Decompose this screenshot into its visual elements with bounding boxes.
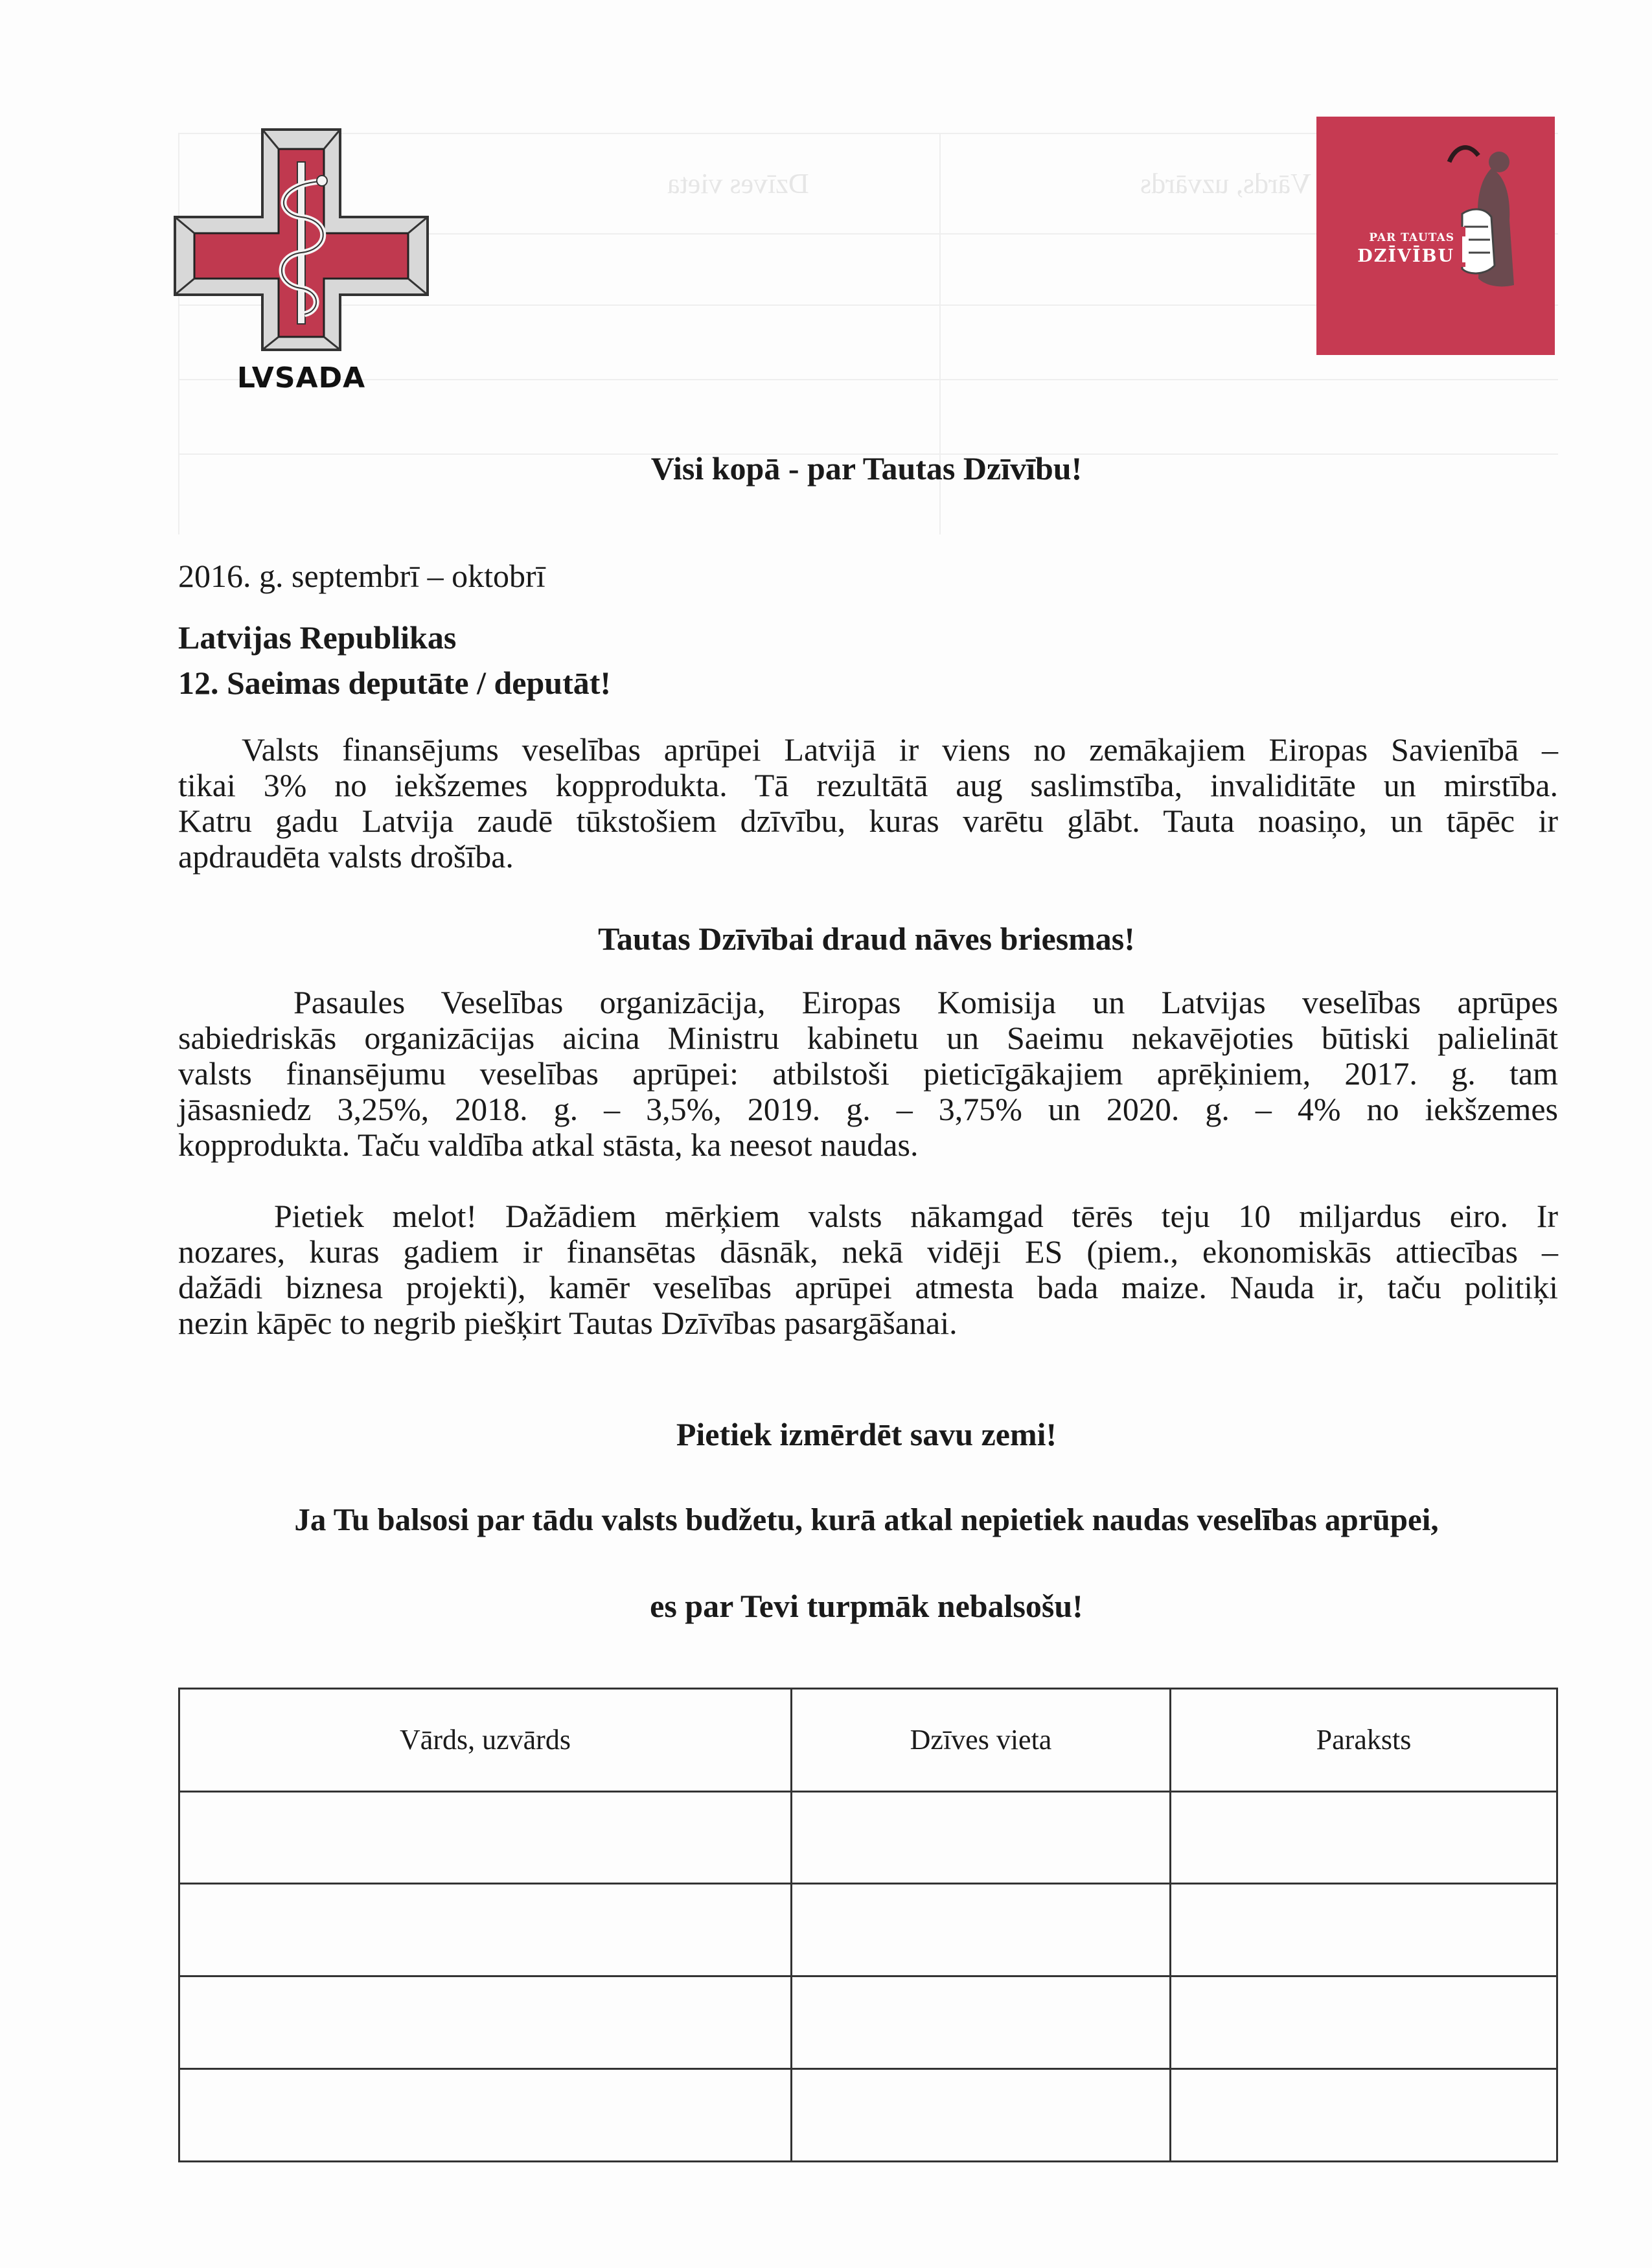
paragraph-line: dažādi biznesa projekti), kamēr veselības aprūpei atmesta bada maize. Nauda ir, taču politiķi (178, 1269, 1558, 1305)
paragraph-line: nezin kāpēc to negrib piešķirt Tautas Dzīvības pasargāšanai. (178, 1305, 958, 1341)
column-header-signature: Paraksts (1171, 1689, 1557, 1792)
paragraph-line: nozares, kuras gadiem ir finansētas dāsnāk, nekā vidēji ES (piem., ekonomiskās attiecības – (178, 1233, 1558, 1270)
logo-text-line2: DZĪVĪBU (1357, 246, 1454, 266)
heading-enough: Pietiek izmērdēt savu zemi! (676, 1416, 1057, 1452)
paragraph-line: valsts finansējumu veselības aprūpei: atbilstoši pieticīgākajiem aprēķiniem, 2017. g. tam (178, 1055, 1558, 1092)
residence-cell[interactable] (792, 1976, 1171, 2069)
name-cell[interactable] (179, 1791, 792, 1884)
heading-no-vote: es par Tevi turpmāk nebalsošu! (650, 1588, 1083, 1624)
residence-cell[interactable] (792, 2069, 1171, 2162)
paragraph-line: Pietiek melot! Dažādiem mērķiem valsts nākamgad tērēs teju 10 miljardus eiro. Ir (274, 1198, 1558, 1234)
ghost-text: Dzīves vieta (667, 168, 809, 200)
paragraph-line: Pasaules Veselības organizācija, Eiropas Komisija un Latvijas veselības aprūpes (293, 984, 1558, 1020)
paragraph-line: Katru gadu Latvija zaudē tūkstošiem dzīvību, kuras varētu glābt. Tauta noasiņo, un tāpēc ir (178, 803, 1558, 839)
signature-cell[interactable] (1171, 2069, 1557, 2162)
signature-cell[interactable] (1171, 1791, 1557, 1884)
paragraph-line: tikai 3% no iekšzemes kopprodukta. Tā rezultātā aug saslimstība, invaliditāte un mirstība. (178, 767, 1558, 803)
name-cell[interactable] (179, 2069, 792, 2162)
logo-text-line1: PAR TAUTAS (1369, 231, 1454, 244)
addressee-line1: Latvijas Republikas (178, 619, 457, 656)
residence-cell[interactable] (792, 1884, 1171, 1976)
addressee-line2: 12. Saeimas deputāte / deputāt! (178, 665, 612, 701)
name-cell[interactable] (179, 1976, 792, 2069)
page-title: Visi kopā - par Tautas Dzīvību! (650, 450, 1083, 487)
table-row (179, 1791, 1557, 1884)
table-header-row (179, 1689, 1557, 1792)
table-row (179, 2069, 1557, 2162)
paragraph-line: sabiedriskās organizācijas aicina Ministru kabinetu un Saeimu nekavējoties būtiski palielināt (178, 1020, 1558, 1056)
ghost-text: Vārds, uzvārds (1140, 168, 1311, 200)
paragraph-line: kopprodukta. Taču valdība atkal stāsta, ka neesot naudas. (178, 1127, 919, 1163)
signature-cell[interactable] (1171, 1884, 1557, 1976)
paragraph-line: apdraudēta valsts drošība. (178, 838, 514, 875)
paragraph-1 (178, 732, 1558, 875)
table-row (179, 1884, 1557, 1976)
signature-cell[interactable] (1171, 1976, 1557, 2069)
name-cell[interactable] (179, 1884, 792, 1976)
column-header-name: Vārds, uzvārds (179, 1689, 792, 1792)
column-header-residence: Dzīves vieta (792, 1689, 1171, 1792)
date-line: 2016. g. septembrī – oktobrī (178, 558, 545, 594)
signature-table (178, 1688, 1558, 2162)
lvsada-logo-label: LVSADA (236, 361, 366, 395)
residence-cell[interactable] (792, 1791, 1171, 1884)
paragraph-line: jāsasniedz 3,25%, 2018. g. – 3,5%, 2019. g. – 3,75% un 2020. g. – 4% no iekšzemes (178, 1091, 1558, 1127)
paragraph-line: Valsts finansējums veselības aprūpei Latvijā ir viens no zemākajiem Eiropas Savienībā – (242, 731, 1558, 768)
table-row (179, 1976, 1557, 2069)
heading-vote-warning: Ja Tu balsosi par tādu valsts budžetu, kurā atkal nepietiek naudas veselības aprūpei, (294, 1502, 1439, 1537)
paragraph-3 (178, 1198, 1558, 1341)
paragraph-2 (178, 985, 1558, 1163)
lvsada-logo (172, 126, 431, 398)
heading-danger: Tautas Dzīvībai draud nāves briesmas! (598, 921, 1135, 957)
